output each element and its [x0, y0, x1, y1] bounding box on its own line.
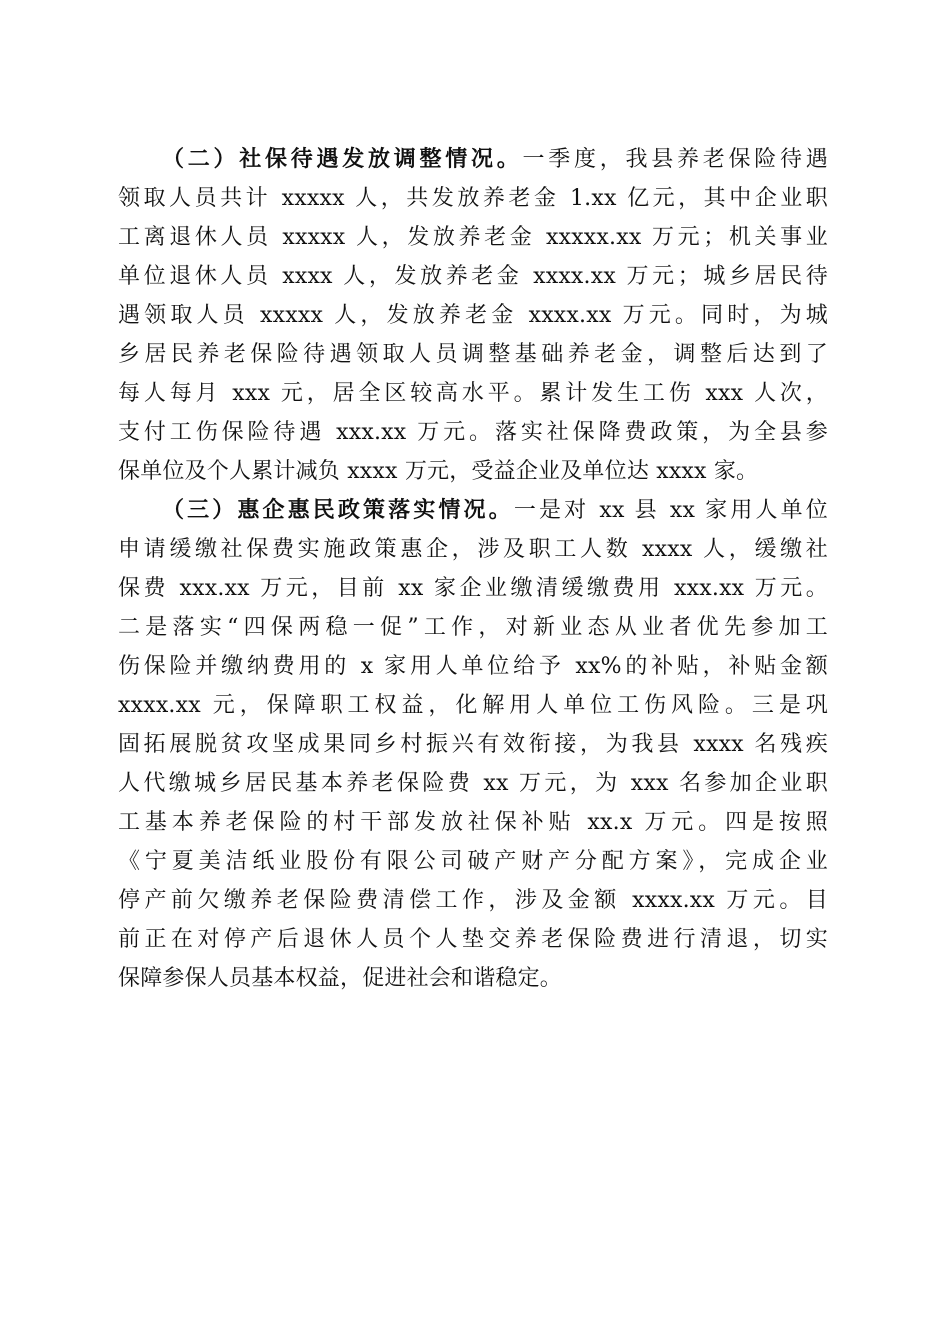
- section-social-security-benefits: [118, 140, 828, 491]
- paragraph-line: 每人每月 xxx 元，居全区较高水平。累计发生工伤 xxx 人次，: [118, 381, 828, 406]
- paragraph-line: 乡居民养老保险待遇领取人员调整基础养老金，调整后达到了: [118, 342, 828, 367]
- paragraph-line: [118, 140, 828, 179]
- paragraph-line: 遇领取人员 xxxxx 人，发放养老金 xxxx.xx 万元。同时，为城: [118, 303, 828, 328]
- line-text: 一是对 xx 县 xx 家用人单位: [513, 498, 828, 523]
- paragraph-line: 二是落实“四保两稳一促”工作，对新业态从业者优先参加工: [118, 615, 828, 640]
- paragraph-line: 固拓展脱贫攻坚成果同乡村振兴有效衔接，为我县 xxxx 名残疾: [118, 732, 828, 757]
- document-body: [118, 140, 828, 998]
- paragraph-line: 领取人员共计 xxxxx 人，共发放养老金 1.xx 亿元，其中企业职: [118, 186, 828, 211]
- paragraph-line: xxxx.xx 元，保障职工权益，化解用人单位工伤风险。三是巩: [118, 693, 828, 718]
- paragraph-line: 单位退休人员 xxxx 人，发放养老金 xxxx.xx 万元；城乡居民待: [118, 264, 828, 289]
- paragraph-line: 保费 xxx.xx 万元，目前 xx 家企业缴清缓缴费用 xxx.xx 万元。: [118, 576, 828, 601]
- paragraph-line: 申请缓缴社保费实施政策惠企，涉及职工人数 xxxx 人，缓缴社: [118, 537, 828, 562]
- section-preferential-policies: [118, 491, 828, 998]
- paragraph-line: 停产前欠缴养老保险费清偿工作，涉及金额 xxxx.xx 万元。目: [118, 888, 828, 913]
- paragraph-line: 支付工伤保险待遇 xxx.xx 万元。落实社保降费政策，为全县参: [118, 420, 828, 445]
- paragraph-line: 工离退休人员 xxxxx 人，发放养老金 xxxxx.xx 万元；机关事业: [118, 225, 828, 250]
- paragraph-line: 伤保险并缴纳费用的 x 家用人单位给予 xx%的补贴，补贴金额: [118, 654, 828, 679]
- paragraph-line: 保障参保人员基本权益，促进社会和谐稳定。: [118, 966, 563, 991]
- paragraph-line: 《宁夏美洁纸业股份有限公司破产财产分配方案》，完成企业: [118, 849, 828, 874]
- paragraph-line: 人代缴城乡居民基本养老保险费 xx 万元，为 xxx 名参加企业职: [118, 771, 828, 796]
- paragraph-line: [118, 491, 828, 530]
- section-heading: （二）社保待遇发放调整情况。: [162, 146, 523, 172]
- paragraph-line: 工基本养老保险的村干部发放社保补贴 xx.x 万元。四是按照: [118, 810, 828, 835]
- section-heading: （三）惠企惠民政策落实情况。: [162, 497, 514, 523]
- line-text: 一季度，我县养老保险待遇: [522, 147, 828, 172]
- paragraph-line: 前正在对停产后退休人员个人垫交养老保险费进行清退，切实: [118, 927, 828, 952]
- paragraph-line: 保单位及个人累计减负 xxxx 万元，受益企业及单位达 xxxx 家。: [118, 459, 759, 484]
